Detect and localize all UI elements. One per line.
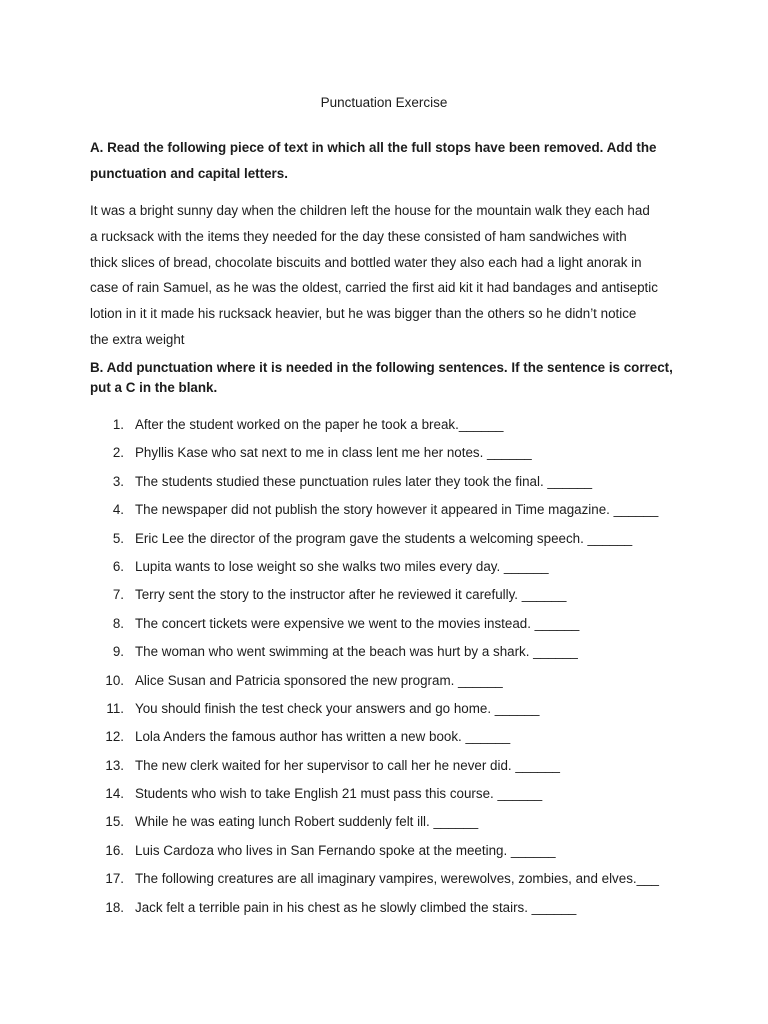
item-number: 15. [105,814,124,830]
item-text: The newspaper did not publish the story however it appeared in Time magazine. ______ [135,502,659,518]
sentence-list [90,414,690,925]
item-text: Eric Lee the director of the program gave the students a welcoming speech. ______ [135,530,633,546]
paragraph-line: thick slices of bread, chocolate biscuits and bottled water they also each had a light anorak in [90,254,642,270]
list-item [90,868,690,896]
section-a-heading: A. Read the following piece of text in which all the full stops have been removed. Add the punctuation and capital letters. [90,140,657,181]
item-number: 13. [105,757,124,773]
item-number: 18. [105,899,124,915]
section-a-paragraph [90,198,680,353]
item-text: You should finish the test check your answers and go home. ______ [135,700,540,716]
item-number: 8. [112,615,124,631]
item-number: 6. [112,558,124,574]
list-item [90,613,690,641]
item-number: 3. [112,473,124,489]
item-text: Terry sent the story to the instructor after he reviewed it carefully. ______ [135,587,567,603]
item-number: 16. [105,842,124,858]
list-item [90,698,690,726]
item-text: The new clerk waited for her supervisor to call her he never did. ______ [135,757,561,773]
list-item [90,783,690,811]
list-item [90,670,690,698]
item-number: 7. [112,587,124,603]
paragraph-line: lotion in it it made his rucksack heavier, but he was bigger than the others so he didn’t notice [90,306,637,322]
list-item [90,471,690,499]
list-item [90,811,690,839]
list-item [90,897,690,925]
paragraph-line: case of rain Samuel, as he was the oldest, carried the first aid kit it had bandages and antiseptic [90,280,658,296]
item-text: The concert tickets were expensive we went to the movies instead. ______ [135,615,580,631]
item-number: 5. [112,530,124,546]
page-title: Punctuation Exercise [320,95,448,110]
item-number: 17. [105,871,124,887]
list-item [90,584,690,612]
item-text: Lupita wants to lose weight so she walks two miles every day. ______ [135,558,549,574]
list-item [90,499,690,527]
item-text: Lola Anders the famous author has written a new book. ______ [135,729,511,745]
item-text: The students studied these punctuation rules later they took the final. ______ [135,473,593,489]
item-text: Jack felt a terrible pain in his chest as he slowly climbed the stairs. ______ [135,899,577,915]
list-item [90,442,690,470]
item-text: Students who wish to take English 21 must pass this course. ______ [135,786,543,802]
list-item [90,755,690,783]
item-text: Luis Cardoza who lives in San Fernando spoke at the meeting. ______ [135,842,556,858]
list-item [90,726,690,754]
item-text: The woman who went swimming at the beach was hurt by a shark. ______ [135,644,578,660]
item-number: 1. [112,417,124,432]
item-text: Alice Susan and Patricia sponsored the new program. ______ [135,672,503,688]
item-number: 9. [112,644,124,660]
item-text: Phyllis Kase who sat next to me in class lent me her notes. ______ [135,445,532,461]
item-number: 14. [105,786,124,802]
item-text: The following creatures are all imaginary vampires, werewolves, zombies, and elves.___ [135,871,659,887]
list-item [90,641,690,669]
item-number: 12. [105,729,124,745]
paragraph-line: a rucksack with the items they needed for the day these consisted of ham sandwiches with [90,228,627,244]
item-number: 10. [105,672,124,688]
list-item [90,414,690,442]
section-b-heading: B. Add punctuation where it is needed in the following sentences. If the sentence is correct, put a C in the blank. [90,360,673,395]
item-number: 4. [112,502,124,518]
list-item [90,528,690,556]
item-number: 2. [112,445,124,461]
item-text: After the student worked on the paper he took a break.______ [135,417,504,432]
paragraph-line: It was a bright sunny day when the children left the house for the mountain walk they each had [90,203,650,218]
item-number: 11. [106,700,124,716]
item-text: While he was eating lunch Robert suddenly felt ill. ______ [135,814,479,830]
paragraph-line: the extra weight [90,331,185,347]
list-item [90,556,690,584]
list-item [90,840,690,868]
